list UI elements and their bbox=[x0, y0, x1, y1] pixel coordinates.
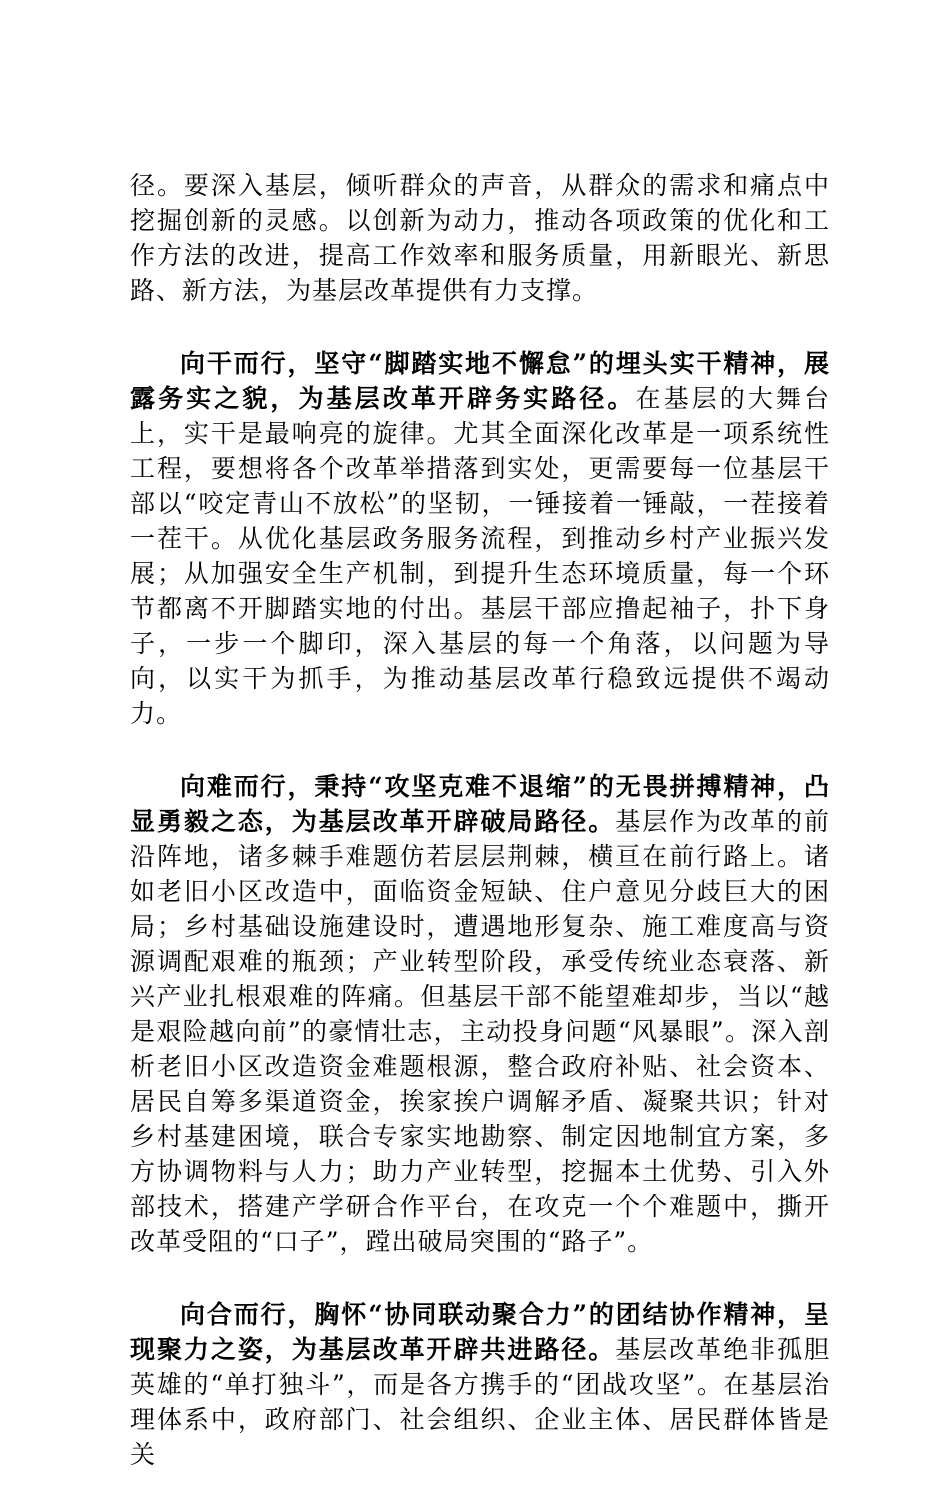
document-page bbox=[130, 168, 830, 1510]
paragraph-body: 基层作为改革的前沿阵地，诸多棘手难题仿若层层荆棘，横亘在前行路上。诸如老旧小区改造中，面临资金短缺、住户意见分歧巨大的困局；乡村基础设施建设时，遭遇地形复杂、施工难度高与资源调配艰难的瓶颈；产业转型阶段，承受传统业态衰落、新兴产业扎根艰难的阵痛。但基层干部不能望难却步，当以“越是艰险越向前”的豪情壮志，主动投身问题“风暴眼”。深入剖析老旧小区改造资金难题根源，整合政府补贴、社会资本、居民自筹多渠道资金，挨家挨户调解矛盾、凝聚共识；针对乡村基建困境，联合专家实地勘察、制定因地制宜方案，多方协调物料与人力；助力产业转型，挖掘本土优势、引入外部技术，搭建产学研合作平台，在攻克一个个难题中，撕开改革受阻的“口子”，蹚出破局突围的“路子”。 bbox=[130, 807, 830, 1256]
paragraph-continuation bbox=[130, 168, 830, 308]
paragraph-lead: 向难而行，秉持“攻坚克难不退缩”的无畏拼搏精神，凸显勇毅之态，为基层改革开辟破局路径。 bbox=[130, 772, 830, 836]
paragraph-collaboration bbox=[130, 1297, 830, 1472]
paragraph-lead: 向干而行，坚守“脚踏实地不懈怠”的埋头实干精神，展露务实之貌，为基层改革开辟务实路径。 bbox=[130, 349, 830, 413]
paragraph-body: 在基层的大舞台上，实干是最响亮的旋律。尤其全面深化改革是一项系统性工程，要想将各个改革举措落到实处，更需要每一位基层干部以“咬定青山不放松”的坚韧，一锤接着一锤敲，一茬接着一茬干。从优化基层政务服务流程，到推动乡村产业振兴发展；从加强安全生产机制，到提升生态环境质量，每一个环节都离不开脚踏实地的付出。基层干部应撸起袖子，扑下身子，一步一个脚印，深入基层的每一个角落，以问题为导向，以实干为抓手，为推动基层改革行稳致远提供不竭动力。 bbox=[130, 384, 830, 728]
paragraph-lead: 向合而行，胸怀“协同联动聚合力”的团结协作精神，呈现聚力之姿，为基层改革开辟共进路径。 bbox=[130, 1300, 830, 1364]
paragraph-practical-work bbox=[130, 346, 830, 731]
paragraph-overcoming-difficulties bbox=[130, 769, 830, 1259]
paragraph-body: 基层改革绝非孤胆英雄的“单打独斗”，而是各方携手的“团战攻坚”。在基层治理体系中，政府部门、社会组织、企业主体、居民群体皆是关 bbox=[130, 1335, 830, 1469]
paragraph-body: 径。要深入基层，倾听群众的声音，从群众的需求和痛点中挖掘创新的灵感。以创新为动力，推动各项政策的优化和工作方法的改进，提高工作效率和服务质量，用新眼光、新思路、新方法，为基层改革提供有力支撑。 bbox=[130, 171, 830, 305]
